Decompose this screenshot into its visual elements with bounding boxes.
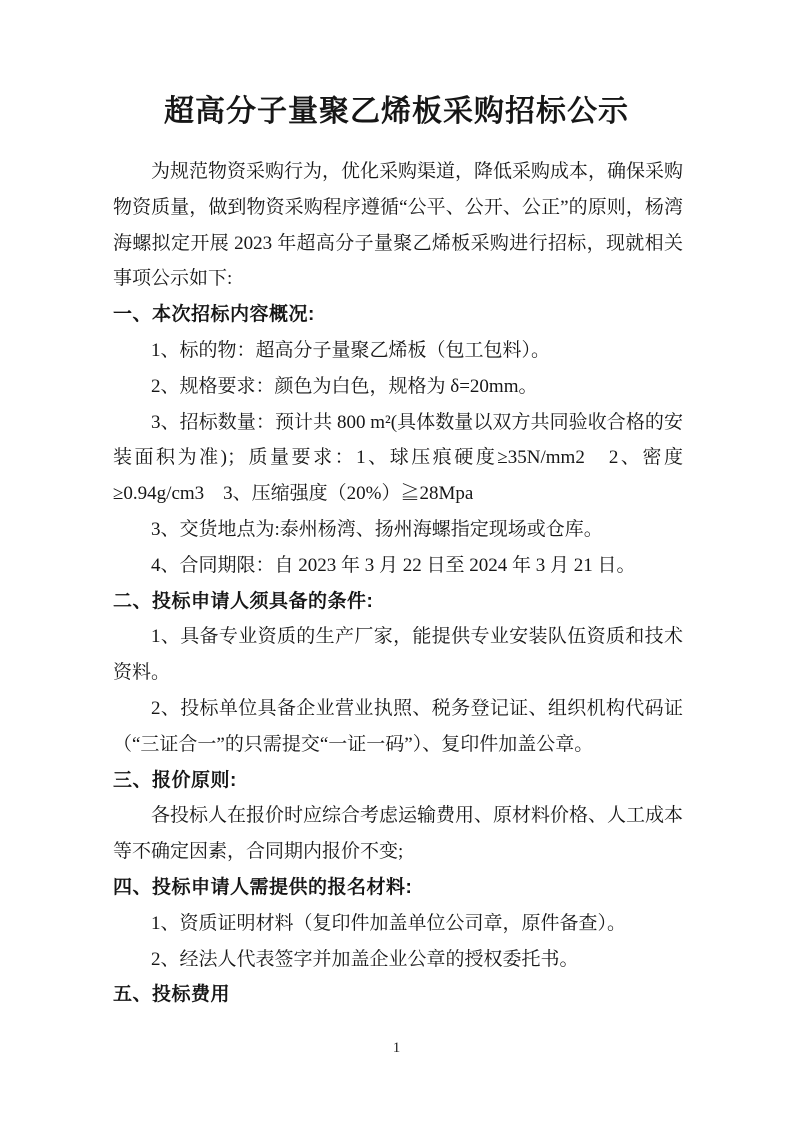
document-title: 超高分子量聚乙烯板采购招标公示 bbox=[164, 95, 629, 128]
section-3-heading: 三、报价原则: bbox=[113, 769, 237, 791]
section-1-item-1: 1、标的物：超高分子量聚乙烯板（包工包料）。 bbox=[151, 339, 551, 361]
section-5-heading: 五、投标费用 bbox=[113, 984, 231, 1006]
section-1-item-5: 4、合同期限：自 2023 年 3 月 22 日至 2024 年 3 月 21 日。 bbox=[151, 554, 636, 576]
page-number: 1 bbox=[392, 1040, 401, 1056]
section-4-heading: 四、投标申请人需提供的报名材料: bbox=[113, 876, 413, 898]
section-2-item-1: 1、具备专业资质的生产厂家，能提供专业安装队伍资质和技术资料。 bbox=[113, 626, 683, 684]
section-1-heading: 一、本次招标内容概况: bbox=[113, 304, 315, 326]
section-1-item-2: 2、规格要求：颜色为白色，规格为 δ=20mm。 bbox=[151, 375, 538, 397]
section-4-item-2: 2、经法人代表签字并加盖企业公章的授权委托书。 bbox=[151, 948, 579, 970]
section-2-item-2: 2、投标单位具备企业营业执照、税务登记证、组织机构代码证（“三证合一”的只需提交“一证一码”）、复印件加盖公章。 bbox=[113, 697, 683, 755]
section-4-item-1: 1、资质证明材料（复印件加盖单位公司章，原件备查）。 bbox=[151, 912, 627, 934]
section-1-item-3: 3、招标数量：预计共 800 m²(具体数量以双方共同验收合格的安装面积为准)；质量要求：1、球压痕硬度≥35N/mm2 2、密度≥0.94g/cm3 3、压缩强度（20%）≧28Mpa bbox=[113, 411, 683, 505]
document-body bbox=[113, 154, 683, 1013]
section-1-item-4: 3、交货地点为:泰州杨湾、扬州海螺指定现场或仓库。 bbox=[151, 518, 603, 540]
section-2-heading: 二、投标申请人须具备的条件: bbox=[113, 590, 374, 612]
page-footer bbox=[0, 1038, 793, 1058]
intro-paragraph: 为规范物资采购行为，优化采购渠道，降低采购成本，确保采购物资质量，做到物资采购程序遵循“公平、公开、公正”的原则，杨湾海螺拟定开展 2023 年超高分子量聚乙烯板采购进行招标，现就相关事项公示如下: bbox=[113, 161, 684, 290]
section-3-item-1: 各投标人在报价时应综合考虑运输费用、原材料价格、人工成本等不确定因素，合同期内报价不变; bbox=[113, 805, 684, 863]
